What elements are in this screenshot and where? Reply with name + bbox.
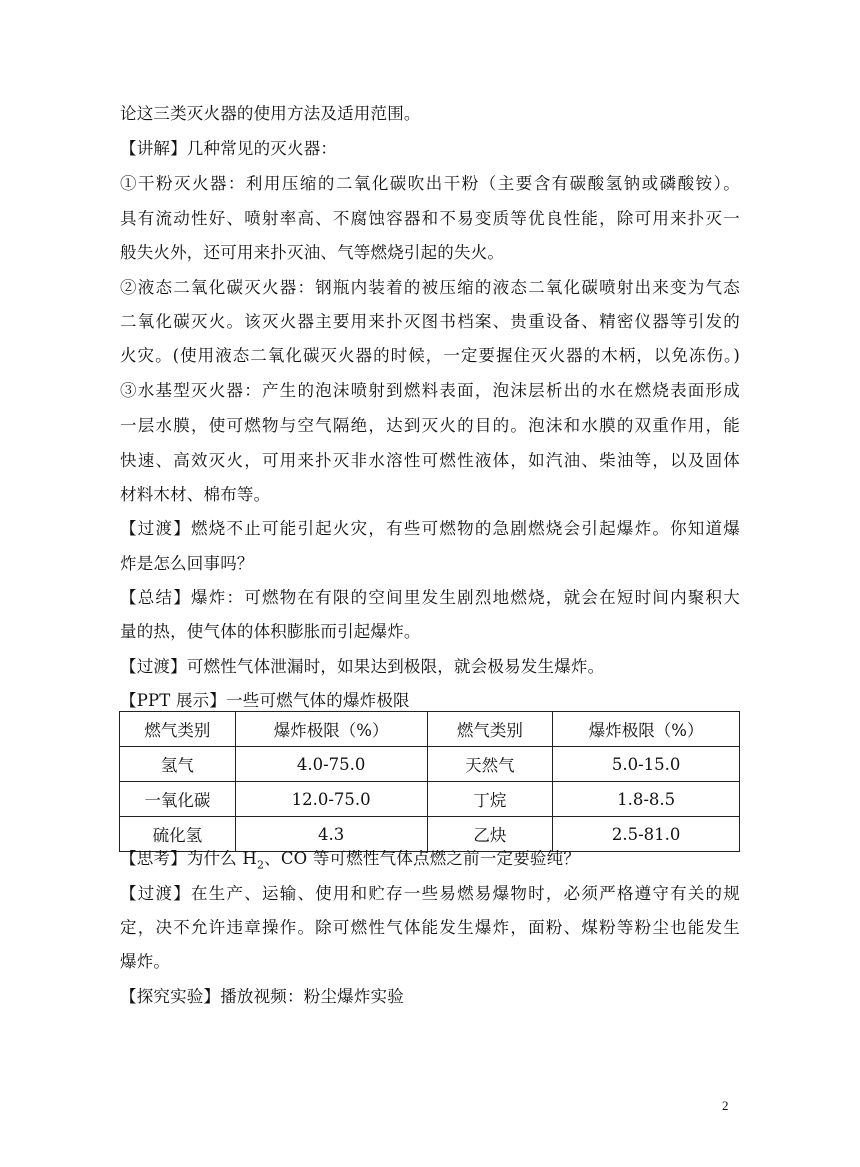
paragraph-line: 定，决不允许违章操作。除可燃性气体能发生爆炸，面粉、煤粉等粉尘也能发生 [120,918,740,937]
think-suffix: 、CO 等可燃性气体点燃之前一定要验纯？ [264,849,581,868]
table-row [120,747,740,782]
paragraph-line: 具有流动性好、喷射率高、不腐蚀容器和不易变质等优良性能，除可用来扑灭一 [120,209,740,228]
table-header-row [120,712,740,747]
paragraph-line: 二氧化碳灭火。该灭火器主要用来扑灭图书档案、贵重设备、精密仪器等引发的 [120,312,740,331]
table-cell: 5.0-15.0 [553,747,740,782]
paragraph-line: 火灾。(使用液态二氧化碳灭火器的时候，一定要握住灭火器的木柄，以免冻伤。) [120,346,740,365]
subscript-two: 2 [256,858,265,872]
paragraph-line: 【PPT 展示】一些可燃气体的爆炸极限 [120,691,410,710]
table-cell: 1.8-8.5 [553,782,740,817]
paragraph-line: 快速、高效灭火，可用来扑灭非水溶性可燃性液体，如汽油、柴油等，以及固体 [120,451,740,470]
page-number: 2 [722,1098,729,1113]
think-line [120,849,740,875]
paragraph-line: 量的热，使气体的体积膨胀而引起爆炸。 [120,622,421,641]
explosion-limit-table [119,711,740,852]
table-row [120,782,740,817]
paragraph-line: 一层水膜，使可燃物与空气隔绝，达到灭火的目的。泡沫和水膜的双重作用，能 [120,416,740,435]
paragraph-line: 论这三类灭火器的使用方法及适用范围。 [120,104,421,123]
paragraph-line: ②液态二氧化碳灭火器：钢瓶内装着的被压缩的液态二氧化碳喷射出来变为气态 [120,278,740,297]
paragraph-line: 【过渡】可燃性气体泄漏时，如果达到极限，就会极易发生爆炸。 [120,657,605,676]
paragraph-line: 【过渡】燃烧不止可能引起火灾，有些可燃物的急剧燃烧会引起爆炸。你知道爆 [120,519,740,538]
paragraph-line: 般失火外，还可用来扑灭油、气等燃烧引起的失火。 [120,243,505,262]
paragraph-line: ③水基型灭火器：产生的泡沫喷射到燃料表面，泡沫层析出的水在燃烧表面形成 [120,381,740,400]
table-cell: 12.0-75.0 [235,782,427,817]
table-cell: 硫化氢 [120,817,236,852]
paragraph-line: 【讲解】几种常见的灭火器： [120,139,338,158]
table-cell: 氢气 [120,747,236,782]
paragraph-line: 【探究实验】播放视频：粉尘爆炸实验 [120,987,404,1006]
think-prefix: 【思考】为什么 H [120,849,257,868]
paragraph-line: 炸是怎么回事吗？ [120,554,254,573]
paragraph-line: 【总结】爆炸：可燃物在有限的空间里发生剧烈地燃烧，就会在短时间内聚积大 [120,588,740,607]
paragraph-line: 【过渡】在生产、运输、使用和贮存一些易燃易爆物时，必须严格遵守有关的规 [120,884,740,903]
table-header-cell: 燃气类别 [427,712,553,747]
paragraph-line: 爆炸。 [120,952,171,971]
table-cell: 乙炔 [427,817,553,852]
table-row [120,817,740,852]
table-header-cell: 燃气类别 [120,712,236,747]
paragraph-line: ①干粉灭火器：利用压缩的二氧化碳吹出干粉（主要含有碳酸氢钠或磷酸铵）。 [120,174,740,193]
table-cell: 天然气 [427,747,553,782]
table-cell: 4.3 [235,817,427,852]
table-cell: 4.0-75.0 [235,747,427,782]
paragraph-line: 材料木材、棉布等。 [120,485,271,504]
table-cell: 2.5-81.0 [553,817,740,852]
table-header-cell: 爆炸极限（%） [235,712,427,747]
table-cell: 一氧化碳 [120,782,236,817]
table-header-cell: 爆炸极限（%） [553,712,740,747]
table-cell: 丁烷 [427,782,553,817]
